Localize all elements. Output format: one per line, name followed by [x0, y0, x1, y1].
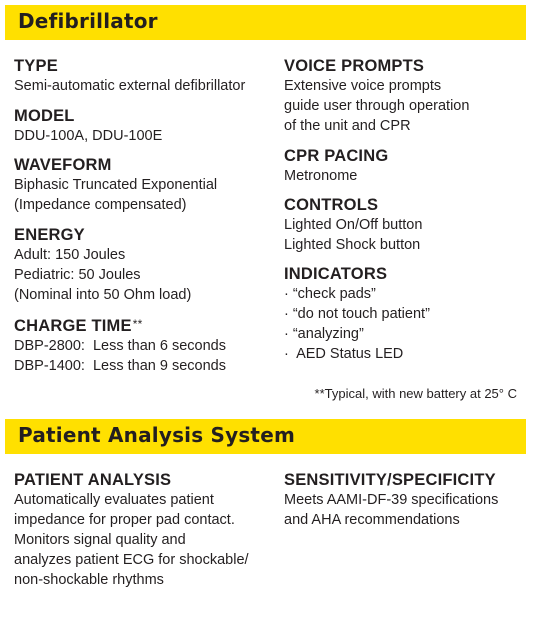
- spec-heading: SENSITIVITY/SPECIFICITY: [284, 471, 496, 489]
- spec-line: guide user through operation: [284, 98, 470, 114]
- spec-heading: TYPE: [14, 57, 58, 75]
- spec-energy: [14, 225, 191, 305]
- spec-charge-time: [14, 314, 226, 376]
- footnote: **Typical, with new battery at 25° C: [314, 386, 517, 401]
- spec-line: DDU-100A, DDU-100E: [14, 128, 163, 144]
- spec-line: Lighted Shock button: [284, 237, 421, 253]
- spec-line: Semi-automatic external defibrillator: [14, 78, 246, 94]
- section-header-patient-analysis: [5, 419, 526, 454]
- spec-type: [14, 56, 245, 96]
- spec-heading: WAVEFORM: [14, 156, 112, 174]
- spec-line: of the unit and CPR: [284, 118, 411, 134]
- spec-heading: MODEL: [14, 107, 75, 125]
- spec-patient-analysis: [14, 470, 249, 590]
- spec-line: Adult: 150 Joules: [14, 247, 126, 263]
- spec-heading: VOICE PROMPTS: [284, 57, 425, 75]
- spec-controls: [284, 195, 422, 255]
- spec-line: (Impedance compensated): [14, 197, 187, 213]
- section-header-defibrillator: [5, 5, 526, 40]
- spec-line: Lighted On/Off button: [284, 217, 423, 233]
- spec-line: (Nominal into 50 Ohm load): [14, 287, 192, 303]
- spec-heading-text: CHARGE TIME: [14, 317, 132, 335]
- spec-heading: INDICATORS: [284, 265, 388, 283]
- spec-line: DBP-2800: Less than 6 seconds: [14, 338, 226, 354]
- spec-heading: PATIENT ANALYSIS: [14, 471, 172, 489]
- spec-line: Metronome: [284, 168, 358, 184]
- spec-heading: ENERGY: [14, 226, 85, 244]
- spec-indicators: [284, 264, 430, 364]
- spec-line: Automatically evaluates patient: [14, 492, 214, 508]
- spec-line: Extensive voice prompts: [284, 78, 442, 94]
- spec-waveform: [14, 155, 217, 215]
- section-title: Patient Analysis System: [18, 423, 296, 447]
- spec-model: [14, 106, 162, 146]
- section-title: Defibrillator: [18, 9, 158, 33]
- spec-heading: CONTROLS: [284, 196, 379, 214]
- indicator-item: · “do not touch patient”: [284, 306, 430, 322]
- spec-line: Biphasic Truncated Exponential: [14, 177, 218, 193]
- indicator-item: · “check pads”: [284, 286, 376, 302]
- spec-line: Meets AAMI-DF-39 specifications: [284, 492, 499, 508]
- spec-line: Monitors signal quality and: [14, 532, 186, 548]
- spec-line: impedance for proper pad contact.: [14, 512, 235, 528]
- spec-voice-prompts: [284, 56, 469, 136]
- spec-cpr-pacing: [284, 146, 388, 186]
- spec-heading: CPR PACING: [284, 147, 389, 165]
- spec-line: non-shockable rhythms: [14, 572, 164, 588]
- indicator-item: · AED Status LED: [284, 346, 404, 362]
- spec-line: DBP-1400: Less than 9 seconds: [14, 358, 226, 374]
- indicator-item: · “analyzing”: [284, 326, 364, 342]
- spec-line: and AHA recommendations: [284, 512, 460, 528]
- spec-sensitivity-specificity: [284, 470, 498, 530]
- footnote-marker: **: [132, 317, 143, 331]
- spec-line: Pediatric: 50 Joules: [14, 267, 141, 283]
- spec-heading: [14, 314, 226, 336]
- spec-line: analyzes patient ECG for shockable/: [14, 552, 249, 568]
